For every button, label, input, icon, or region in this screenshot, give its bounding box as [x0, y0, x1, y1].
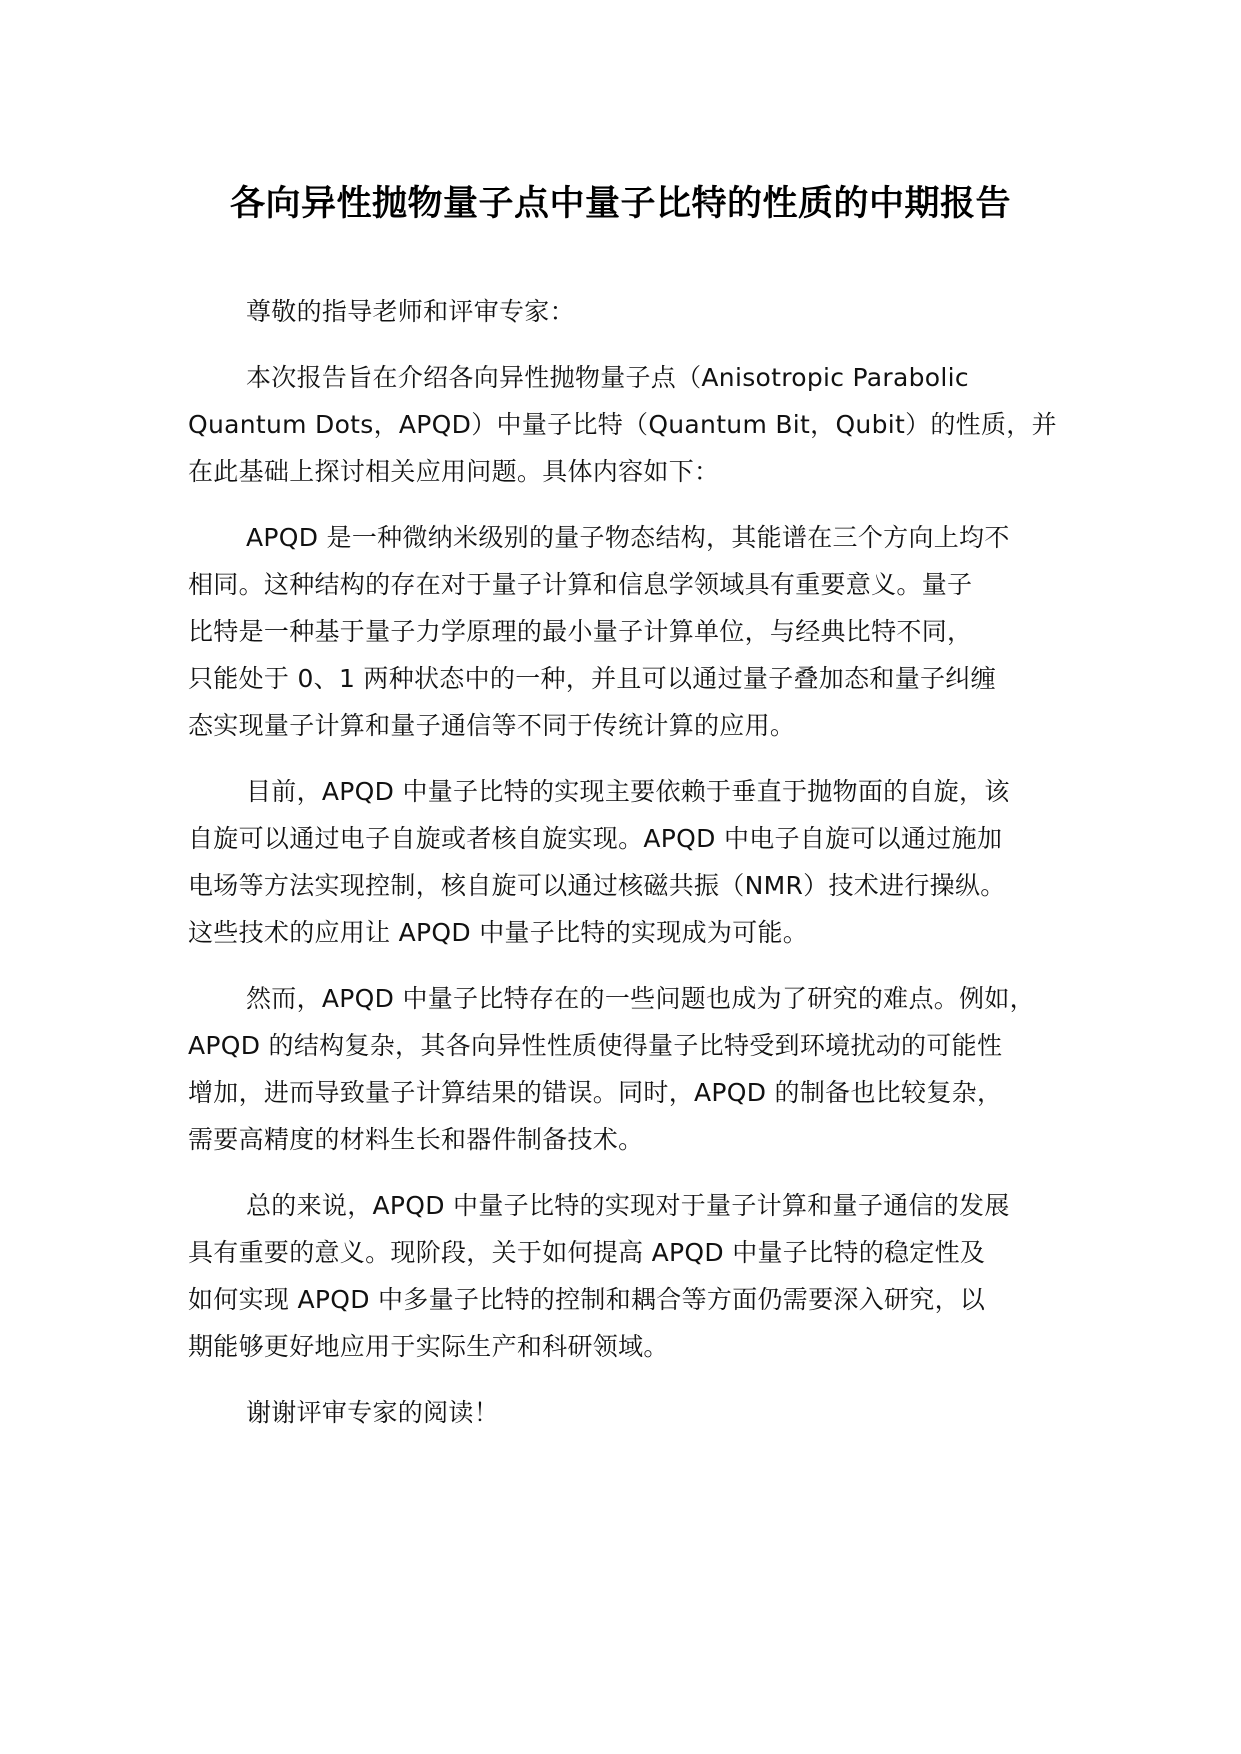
paragraph-line: APQD 是一种微纳米级别的量子物态结构，其能谱在三个方向上均不	[246, 523, 1010, 552]
paragraph-line: 总的来说，APQD 中量子比特的实现对于量子计算和量子通信的发展	[246, 1191, 1010, 1220]
paragraph-salutation	[188, 288, 1080, 335]
paragraph-line: 这些技术的应用让 APQD 中量子比特的实现成为可能。	[188, 918, 809, 947]
paragraph-line: 目前，APQD 中量子比特的实现主要依赖于垂直于抛物面的自旋，该	[246, 777, 1010, 806]
paragraph-line: Quantum Dots，APQD）中量子比特（Quantum Bit，Qubit）的性质，并	[188, 410, 1057, 439]
paragraph-line: 谢谢评审专家的阅读！	[246, 1398, 500, 1427]
paragraph-summary	[188, 1182, 1080, 1370]
paragraph-apqd-definition	[188, 514, 1080, 749]
paragraph-line: 相同。这种结构的存在对于量子计算和信息学领域具有重要意义。量子	[188, 570, 973, 599]
paragraph-line: 比特是一种基于量子力学原理的最小量子计算单位，与经典比特不同，	[188, 617, 973, 646]
paragraph-difficulties	[188, 975, 1080, 1163]
paragraph-line: 期能够更好地应用于实际生产和科研领域。	[188, 1332, 669, 1361]
paragraph-line: 如何实现 APQD 中多量子比特的控制和耦合等方面仍需要深入研究，以	[188, 1285, 986, 1314]
paragraph-line: 自旋可以通过电子自旋或者核自旋实现。APQD 中电子自旋可以通过施加	[188, 824, 1003, 853]
paragraph-thanks	[188, 1389, 1080, 1436]
paragraph-line: 电场等方法实现控制，核自旋可以通过核磁共振（NMR）技术进行操纵。	[188, 871, 1006, 900]
paragraph-line: 具有重要的意义。现阶段，关于如何提高 APQD 中量子比特的稳定性及	[188, 1238, 986, 1267]
document-body	[188, 288, 1080, 1455]
paragraph-line: 尊敬的指导老师和评审专家：	[246, 297, 575, 326]
paragraph-line: 在此基础上探讨相关应用问题。具体内容如下：	[188, 457, 720, 486]
paragraph-line: 态实现量子计算和量子通信等不同于传统计算的应用。	[188, 711, 796, 740]
paragraph-line: 增加，进而导致量子计算结果的错误。同时，APQD 的制备也比较复杂，	[188, 1078, 1003, 1107]
paragraph-line: APQD 的结构复杂，其各向异性性质使得量子比特受到环境扰动的可能性	[188, 1031, 1003, 1060]
paragraph-intro	[188, 354, 1080, 495]
paragraph-line: 需要高精度的材料生长和器件制备技术。	[188, 1125, 644, 1154]
paragraph-line: 只能处于 0、1 两种状态中的一种，并且可以通过量子叠加态和量子纠缠	[188, 664, 996, 693]
paragraph-current-implementation	[188, 768, 1080, 956]
paragraph-line: 本次报告旨在介绍各向异性抛物量子点（Anisotropic Parabolic	[246, 363, 969, 392]
paragraph-line: 然而，APQD 中量子比特存在的一些问题也成为了研究的难点。例如，	[246, 984, 1035, 1013]
document-title: 各向异性抛物量子点中量子比特的性质的中期报告	[229, 184, 1011, 224]
